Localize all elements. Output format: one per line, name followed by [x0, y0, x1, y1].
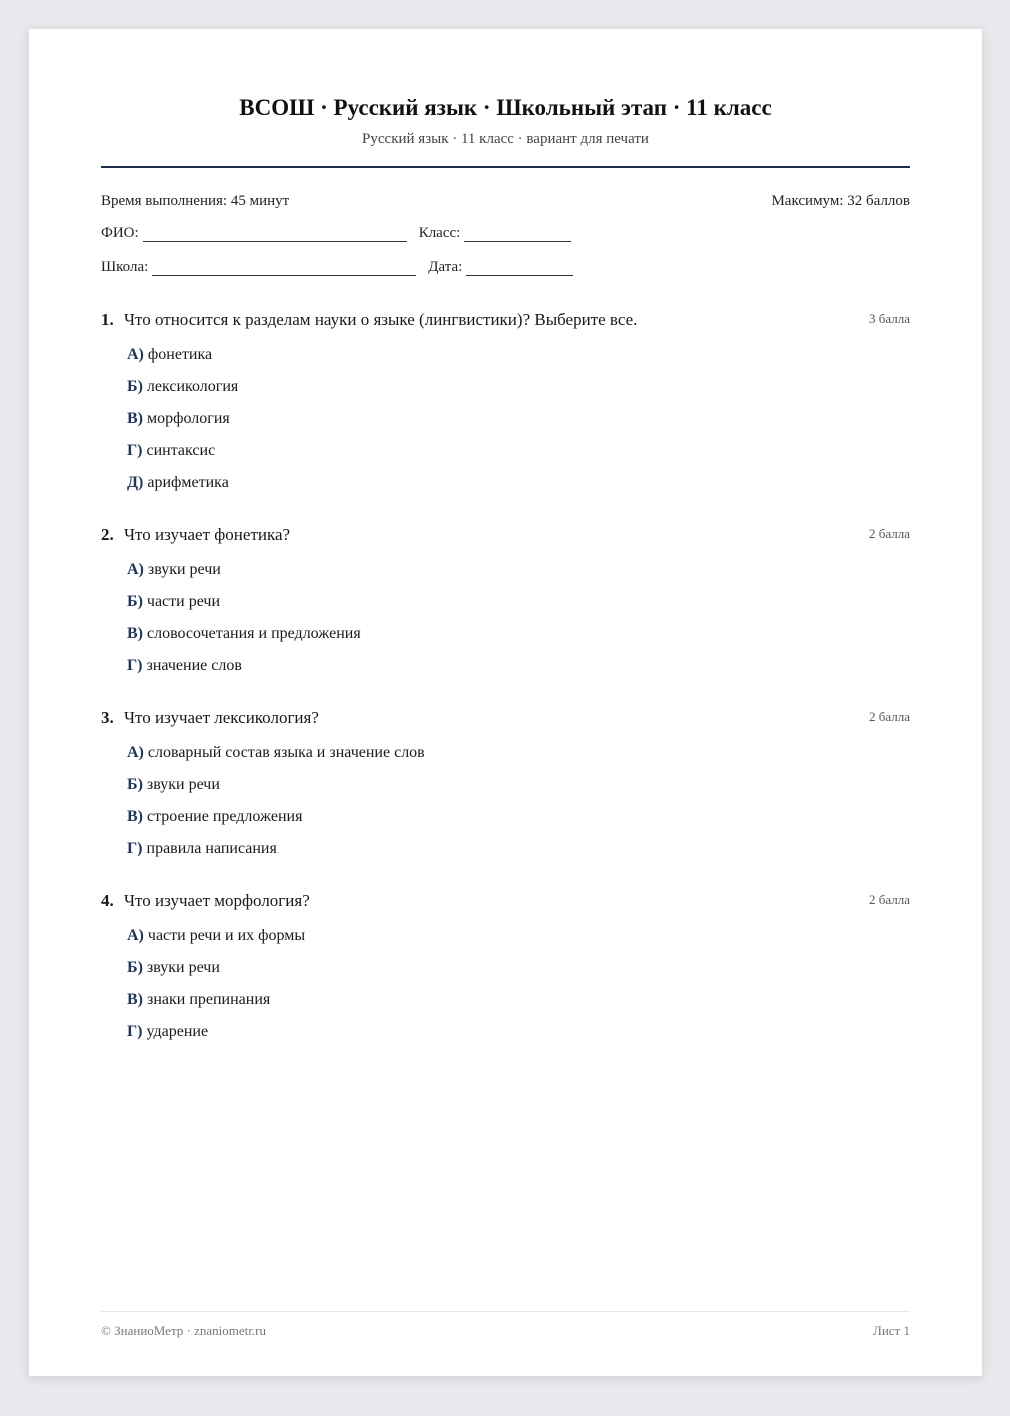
option-letter: А) — [127, 561, 144, 578]
option-text: звуки речи — [146, 959, 220, 976]
answer-option — [127, 561, 910, 593]
answer-option — [127, 959, 910, 991]
answer-options — [127, 346, 910, 506]
answer-option — [127, 593, 910, 625]
answer-option — [127, 346, 910, 378]
answer-option — [127, 378, 910, 410]
answer-options — [127, 561, 910, 689]
option-text: словарный состав языка и значение слов — [147, 744, 425, 761]
option-text: строение предложения — [147, 808, 303, 825]
option-letter: Б) — [127, 378, 143, 395]
answer-option — [127, 808, 910, 840]
question-text: Что изучает морфология? — [124, 891, 310, 910]
date-label: Дата: — [428, 259, 463, 275]
footer-divider — [101, 1311, 910, 1312]
question-points: 3 балла — [869, 311, 910, 326]
time-limit: Время выполнения: 45 минут — [101, 193, 290, 209]
option-letter: В) — [127, 625, 143, 642]
max-score: Максимум: 32 баллов — [771, 193, 910, 209]
option-text: знаки препинания — [147, 991, 271, 1008]
option-letter: Г) — [127, 840, 143, 857]
option-text: словосочетания и предложения — [147, 625, 361, 642]
option-letter: Б) — [127, 959, 143, 976]
school-date-row — [101, 259, 573, 276]
question-text: Что относится к разделам науки о языке (лингвистики)? Выберите все. — [124, 310, 638, 329]
answer-option — [127, 474, 910, 506]
option-letter: Б) — [127, 593, 143, 610]
option-letter: А) — [127, 346, 144, 363]
school-label: Школа: — [101, 259, 149, 275]
option-text: части речи и их формы — [147, 927, 306, 944]
option-letter: В) — [127, 991, 143, 1008]
option-text: лексикология — [146, 378, 239, 395]
answer-option — [127, 1023, 910, 1055]
class-label: Класс: — [418, 225, 461, 241]
question-3 — [101, 708, 910, 872]
option-letter: Г) — [127, 442, 143, 459]
page-title: ВСОШ · Русский язык · Школьный этап · 11 класс — [239, 95, 772, 120]
question-2 — [101, 525, 910, 689]
worksheet-page — [29, 29, 982, 1376]
answer-options — [127, 927, 910, 1055]
option-letter: А) — [127, 927, 144, 944]
option-text: правила написания — [146, 840, 277, 857]
name-label: ФИО: — [101, 225, 139, 241]
option-letter: Г) — [127, 657, 143, 674]
option-text: арифметика — [147, 474, 229, 491]
question-number: 2. — [101, 525, 114, 544]
answer-option — [127, 657, 910, 689]
option-letter: Д) — [127, 474, 144, 491]
question-points: 2 балла — [869, 709, 910, 724]
option-text: звуки речи — [147, 561, 221, 578]
option-text: значение слов — [146, 657, 242, 674]
answer-option — [127, 840, 910, 872]
question-4 — [101, 891, 910, 1055]
option-letter: В) — [127, 410, 143, 427]
question-number: 1. — [101, 310, 114, 329]
answer-options — [127, 744, 910, 872]
option-text: части речи — [146, 593, 221, 610]
meta-row — [101, 193, 910, 210]
question-points: 2 балла — [869, 526, 910, 541]
answer-option — [127, 625, 910, 657]
question-points: 2 балла — [869, 892, 910, 907]
page-footer — [101, 1323, 910, 1339]
title-divider — [101, 166, 910, 168]
option-text: фонетика — [147, 346, 213, 363]
name-blank-line — [143, 227, 407, 242]
question-text: Что изучает фонетика? — [124, 525, 291, 544]
option-letter: Б) — [127, 776, 143, 793]
answer-option — [127, 991, 910, 1023]
answer-option — [127, 776, 910, 808]
class-blank-line — [464, 227, 571, 242]
page-subtitle: Русский язык · 11 класс · вариант для печати — [362, 131, 649, 147]
question-text: Что изучает лексикология? — [124, 708, 319, 727]
option-letter: В) — [127, 808, 143, 825]
answer-option — [127, 744, 910, 776]
answer-option — [127, 410, 910, 442]
question-number: 3. — [101, 708, 114, 727]
school-blank-line — [152, 261, 416, 276]
question-1 — [101, 310, 910, 506]
footer-copyright: © ЗнаниоМетр · znaniometr.ru — [101, 1323, 266, 1338]
option-letter: А) — [127, 744, 144, 761]
option-letter: Г) — [127, 1023, 143, 1040]
answer-option — [127, 927, 910, 959]
question-number: 4. — [101, 891, 114, 910]
answer-option — [127, 442, 910, 474]
option-text: звуки речи — [146, 776, 220, 793]
page-number: Лист 1 — [873, 1323, 910, 1338]
name-class-row — [101, 225, 571, 242]
date-blank-line — [466, 261, 573, 276]
option-text: морфология — [147, 410, 230, 427]
option-text: синтаксис — [146, 442, 216, 459]
option-text: ударение — [146, 1023, 209, 1040]
